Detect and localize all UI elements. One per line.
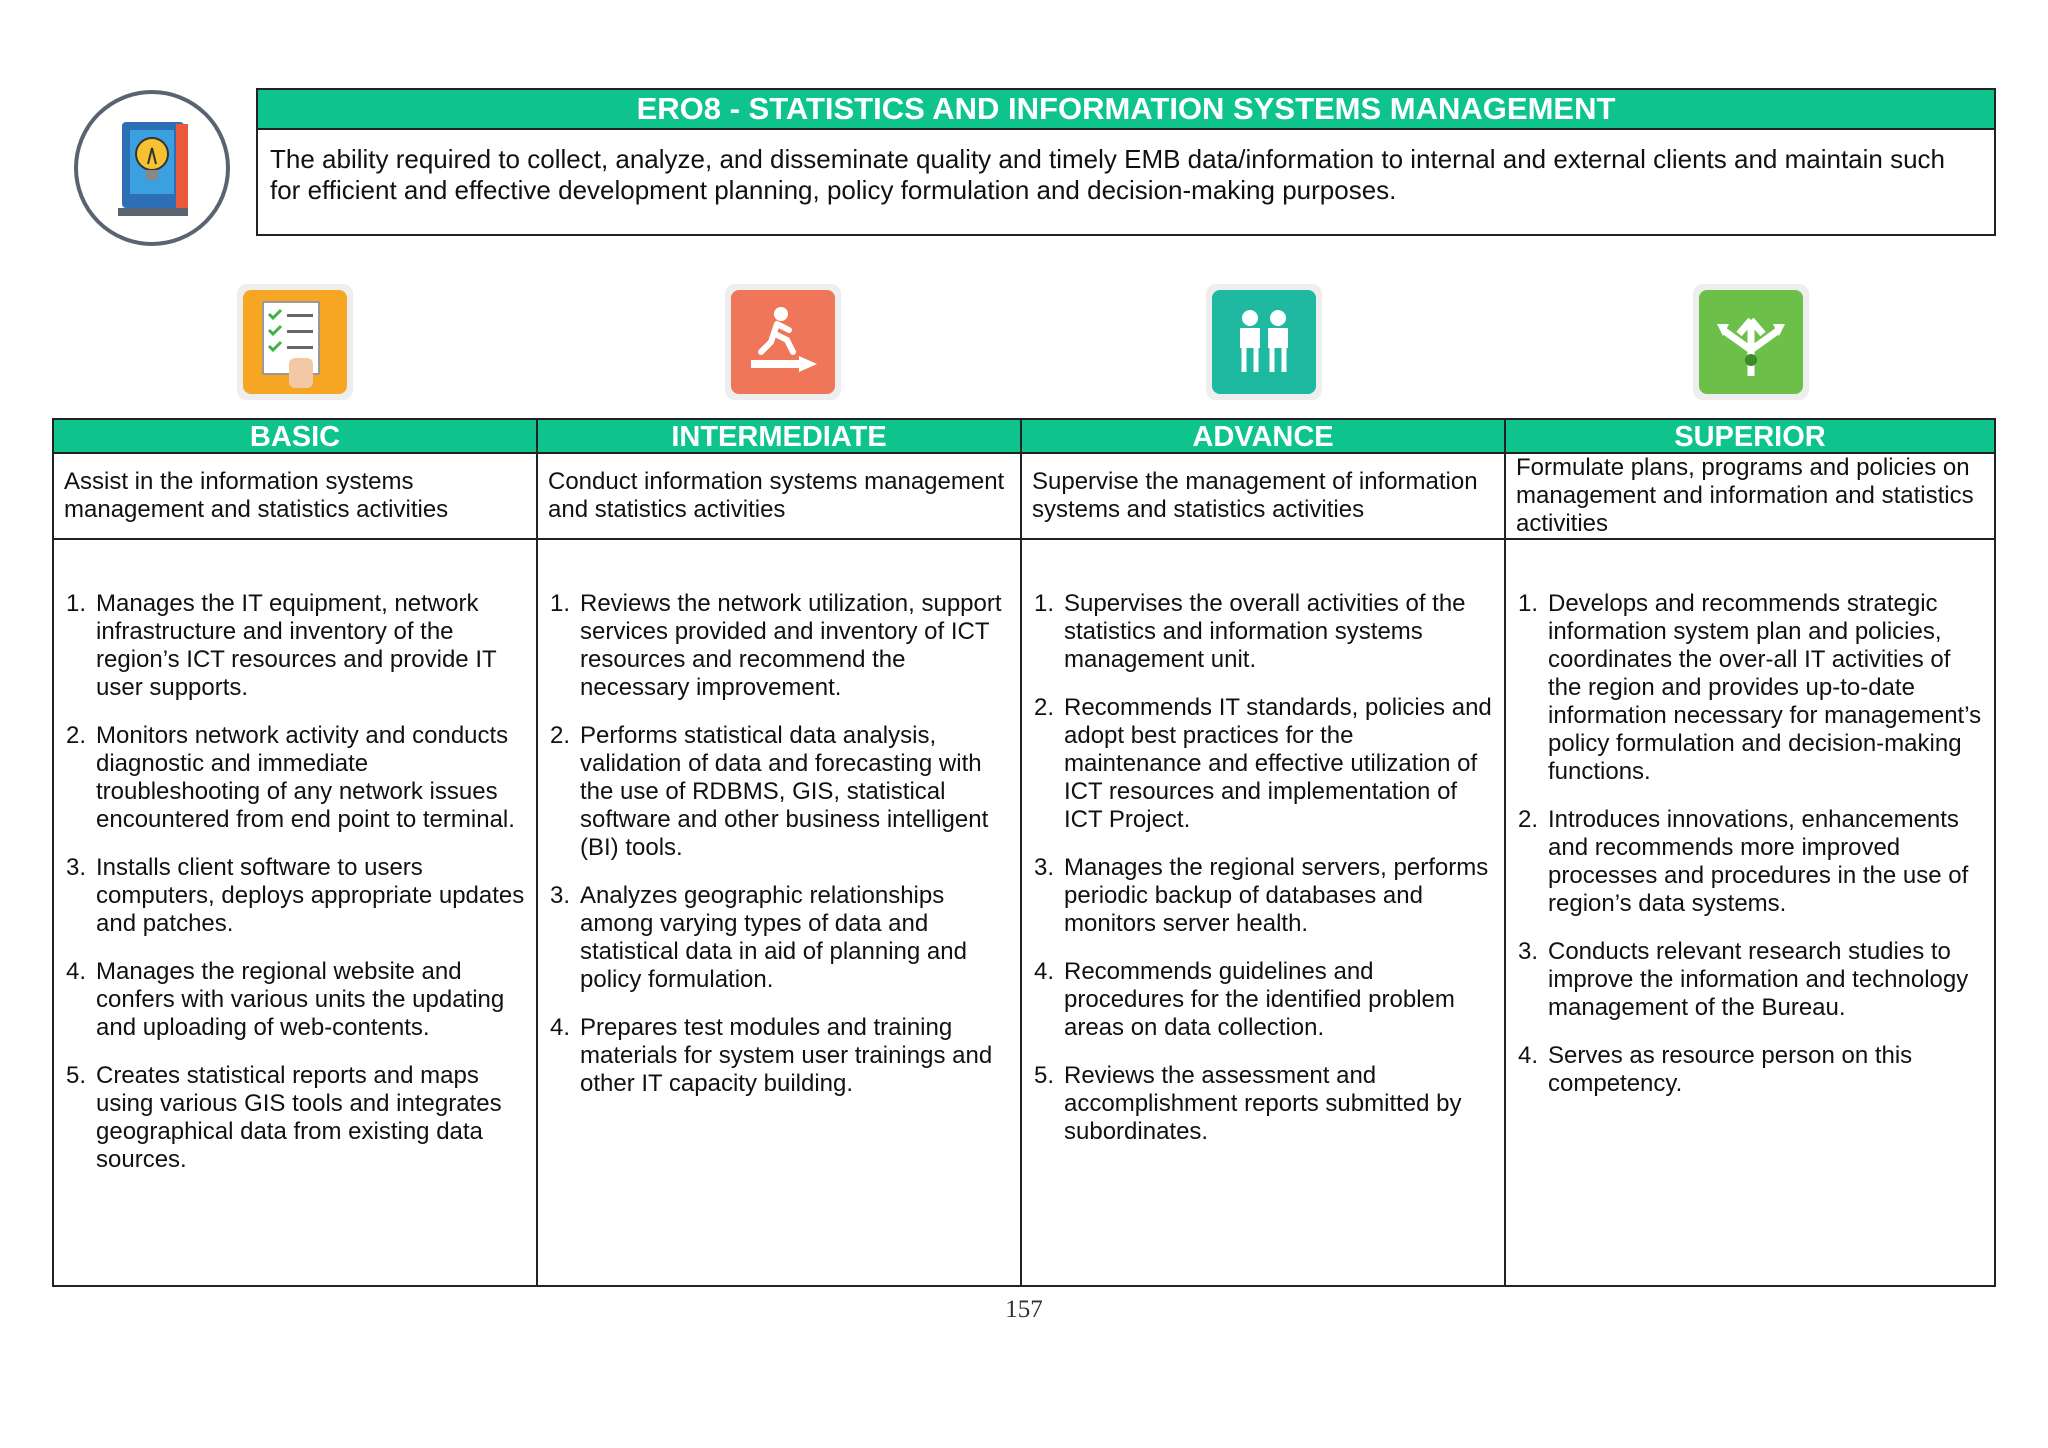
level-items-basic	[54, 540, 538, 1285]
list-item: 1. Develops and recommends strategic information system plan and policies, coordinates the over-all IT activities of the region and provides up-to-date information necessary for management’s policy formulation and decision-making functions.	[1518, 590, 1982, 785]
level-header-basic: BASIC	[54, 420, 538, 454]
list-item: 1. Manages the IT equipment, network infrastructure and inventory of the region’s ICT resources and provide IT user supports.	[66, 590, 497, 701]
page-number: 157	[1005, 1296, 1043, 1323]
level-summary-superior: Formulate plans, programs and policies on management and information and statistics activities	[1506, 454, 1994, 540]
level-summary-basic: Assist in the information systems management and statistics activities	[54, 454, 538, 540]
level-header-intermediate: INTERMEDIATE	[538, 420, 1022, 454]
level-header-advance: ADVANCE	[1022, 420, 1506, 454]
checklist-icon	[233, 280, 357, 404]
list-item: 2. Monitors network activity and conducts diagnostic and immediate troubleshooting of any network issues encountered from end point to terminal.	[66, 722, 515, 833]
competency-description: The ability required to collect, analyze, and disseminate quality and timely EMB data/information to internal and external clients and maintain such for efficient and effective development planning, policy formulation and decision-making purposes.	[270, 144, 1946, 205]
list-item: 4. Serves as resource person on this competency.	[1518, 1042, 1913, 1097]
lightbulb-book-icon	[74, 90, 230, 246]
competency-title: ERO8 - STATISTICS AND INFORMATION SYSTEMS MANAGEMENT	[258, 90, 1994, 130]
branching-arrows-icon	[1689, 280, 1813, 404]
level-items-superior	[1506, 540, 1994, 1285]
list-item: 2. Recommends IT standards, policies and adopt best practices for the maintenance and effective utilization of ICT resources and implementation of ICT Project.	[1034, 694, 1492, 833]
running-exit-icon	[721, 280, 845, 404]
level-summary-advance: Supervise the management of information systems and statistics activities	[1022, 454, 1506, 540]
level-header-superior: SUPERIOR	[1506, 420, 1994, 454]
list-item: 3. Conducts relevant research studies to improve the information and technology management of the Bureau.	[1518, 938, 1969, 1021]
level-items-advance	[1022, 540, 1506, 1285]
competency-title-box	[256, 88, 1996, 236]
competency-levels-table	[52, 418, 1996, 1287]
list-item: 5. Creates statistical reports and maps using various GIS tools and integrates geographical data from existing data sources.	[66, 1062, 502, 1173]
list-item: 2. Performs statistical data analysis, validation of data and forecasting with the use of RDBMS, GIS, statistical software and other business intelligent (BI) tools.	[550, 722, 989, 861]
level-items-intermediate	[538, 540, 1022, 1285]
list-item: 1. Supervises the overall activities of the statistics and information systems management unit.	[1034, 590, 1466, 673]
list-item: 3. Installs client software to users computers, deploys appropriate updates and patches.	[66, 854, 525, 937]
list-item: 3. Manages the regional servers, performs periodic backup of databases and monitors server health.	[1034, 854, 1489, 937]
list-item: 4. Manages the regional website and confers with various units the updating and uploading of web-contents.	[66, 958, 505, 1041]
list-item: 4. Recommends guidelines and procedures for the identified problem areas on data collection.	[1034, 958, 1455, 1041]
puzzle-people-icon	[1202, 280, 1326, 404]
list-item: 5. Reviews the assessment and accomplishment reports submitted by subordinates.	[1034, 1062, 1462, 1145]
list-item: 1. Reviews the network utilization, support services provided and inventory of ICT resources and recommend the necessary improvement.	[550, 590, 1002, 701]
list-item: 4. Prepares test modules and training materials for system user trainings and other IT capacity building.	[550, 1014, 993, 1097]
level-summary-intermediate: Conduct information systems management and statistics activities	[538, 454, 1022, 540]
list-item: 2. Introduces innovations, enhancements and recommends more improved processes and procedures in the use of region’s data systems.	[1518, 806, 1969, 917]
list-item: 3. Analyzes geographic relationships among varying types of data and statistical data in aid of planning and policy formulation.	[550, 882, 967, 993]
